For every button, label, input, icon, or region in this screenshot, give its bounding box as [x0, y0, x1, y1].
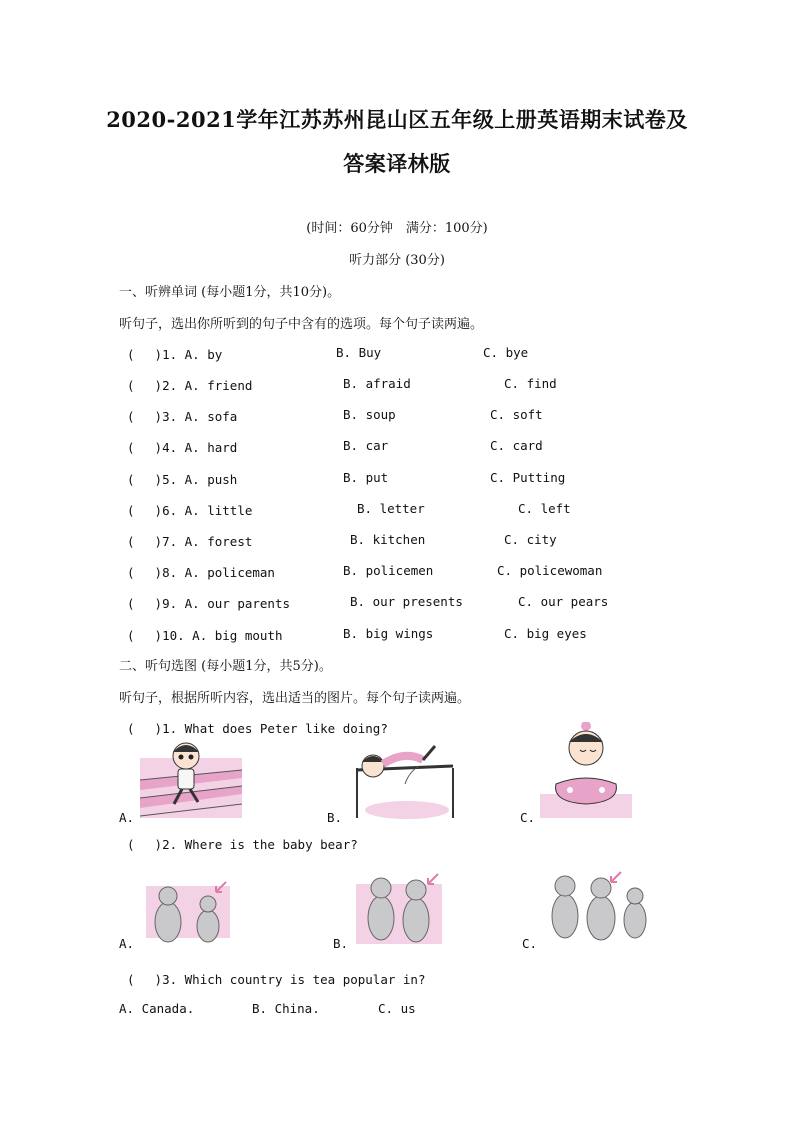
question-10-option-b: B. big wings [343, 626, 434, 641]
running-track-picture [140, 740, 242, 818]
time-info: (时间：60分钟 满分：100分) [306, 221, 488, 236]
question-5-option-b: B. put [343, 470, 389, 485]
q3-option-b: B. China. [252, 1001, 320, 1016]
question-2-stem: ( )2. A. friend [127, 378, 253, 393]
q1-label-b: B. [327, 810, 343, 825]
question-10-stem: ( )10. A. big mouth [127, 628, 283, 643]
question-8-option-c: C. policewoman [497, 563, 603, 578]
question-5-option-c: C. Putting [490, 470, 566, 485]
q2-label-b: B. [333, 936, 349, 951]
q2-label-c: C. [522, 936, 538, 951]
q1-label-c: C. [520, 810, 536, 825]
question-4-stem: ( )4. A. hard [127, 440, 238, 455]
question-2-option-c: C. find [504, 376, 557, 391]
q2-label-a: A. [119, 936, 135, 951]
question-1-option-c: C. bye [483, 345, 529, 360]
q3-option-a: A. Canada. [119, 1001, 195, 1016]
question-7-option-b: B. kitchen [350, 532, 426, 547]
question-6-option-c: C. left [518, 501, 571, 516]
question-6-option-b: B. letter [357, 501, 425, 516]
question-9-option-b: B. our presents [350, 594, 463, 609]
question-3-option-b: B. soup [343, 407, 396, 422]
section2-heading: 二、听句选图 (每小题1分，共5分)。 [119, 659, 332, 674]
q1-label-a: A. [119, 810, 135, 825]
question-8-option-b: B. policemen [343, 563, 434, 578]
question-9-stem: ( )9. A. our parents [127, 596, 291, 611]
question-10-option-c: C. big eyes [504, 626, 587, 641]
question-6-stem: ( )6. A. little [127, 503, 253, 518]
section2-instruction: 听句子，根据所听内容，选出适当的图片。每个句子读两遍。 [119, 691, 471, 706]
bears-picture-b [356, 870, 442, 948]
question-3-option-c: C. soft [490, 407, 543, 422]
question-3-stem: ( )3. A. sofa [127, 409, 238, 424]
high-jump-picture [345, 740, 463, 820]
title-line-2: 答案译林版 [343, 151, 451, 176]
q3-option-c: C. us [378, 1001, 416, 1016]
bears-picture-a [146, 878, 230, 948]
section1-instruction: 听句子，选出你所听到的句子中含有的选项。每个句子读两遍。 [119, 317, 484, 332]
question-2-option-b: B. afraid [343, 376, 411, 391]
section2-question-3: ( )3. Which country is tea popular in? [127, 972, 426, 987]
listening-part-heading: 听力部分 (30分) [349, 253, 445, 268]
swimming-picture [540, 722, 632, 818]
question-5-stem: ( )5. A. push [127, 472, 238, 487]
title-line-1: 2020-2021学年江苏苏州昆山区五年级上册英语期末试卷及 [106, 107, 688, 132]
question-7-stem: ( )7. A. forest [127, 534, 253, 549]
question-1-option-b: B. Buy [336, 345, 382, 360]
question-1-stem: ( )1. A. by [127, 347, 223, 362]
question-9-option-c: C. our pears [518, 594, 609, 609]
question-4-option-b: B. car [343, 438, 389, 453]
section2-question-2: ( )2. Where is the baby bear? [127, 837, 358, 852]
question-7-option-c: C. city [504, 532, 557, 547]
section1-heading: 一、听辨单词 (每小题1分，共10分)。 [119, 285, 341, 300]
question-4-option-c: C. card [490, 438, 543, 453]
bears-picture-c [545, 868, 653, 944]
question-8-stem: ( )8. A. policeman [127, 565, 275, 580]
section2-question-1: ( )1. What does Peter like doing? [127, 721, 388, 736]
